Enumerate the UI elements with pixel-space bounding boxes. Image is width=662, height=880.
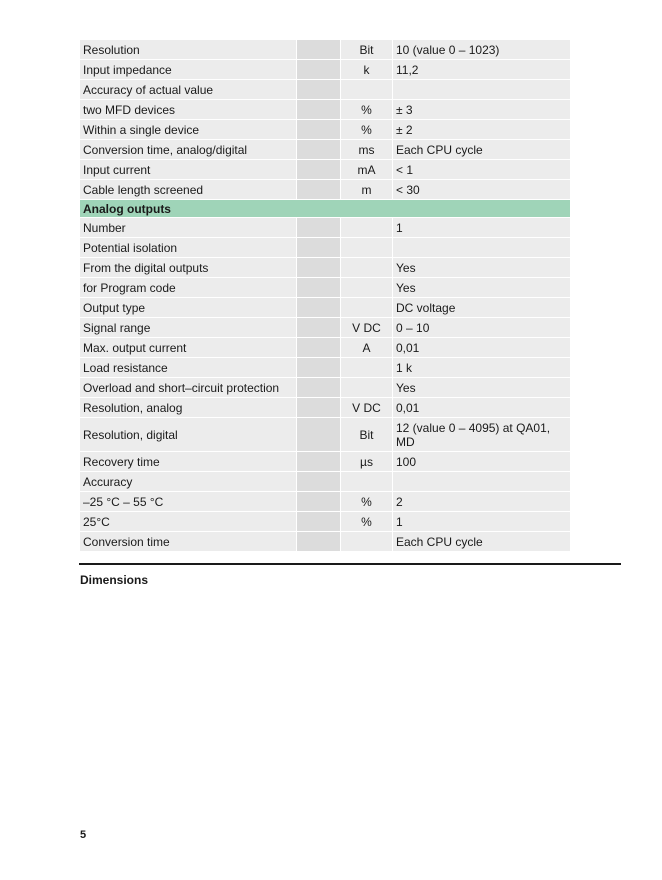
param-cell: Input current: [80, 160, 297, 180]
param-cell: Accuracy of actual value: [80, 80, 297, 100]
value-cell: [393, 238, 571, 258]
unit-cell: [341, 298, 393, 318]
param-cell: Resolution, digital: [80, 418, 297, 452]
table-row: [80, 398, 571, 418]
value-cell: 12 (value 0 – 4095) at QA01, MD: [393, 418, 571, 452]
unit-cell: [341, 378, 393, 398]
unit-cell: Bit: [341, 40, 393, 60]
value-cell: ± 2: [393, 120, 571, 140]
unit-cell: [341, 218, 393, 238]
value-cell: < 30: [393, 180, 571, 200]
page-number: 5: [80, 829, 87, 841]
value-cell: DC voltage: [393, 298, 571, 318]
unit-cell: [341, 238, 393, 258]
value-cell: Yes: [393, 378, 571, 398]
condition-cell: [297, 40, 341, 60]
condition-cell: [297, 60, 341, 80]
unit-cell: µs: [341, 452, 393, 472]
param-cell: Potential isolation: [80, 238, 297, 258]
param-cell: Max. output current: [80, 338, 297, 358]
unit-cell: [341, 358, 393, 378]
param-cell: Input impedance: [80, 60, 297, 80]
unit-cell: Bit: [341, 418, 393, 452]
param-cell: Overload and short–circuit protection: [80, 378, 297, 398]
unit-cell: [341, 80, 393, 100]
table-row: [80, 418, 571, 452]
condition-cell: [297, 278, 341, 298]
param-cell: Resolution, analog: [80, 398, 297, 418]
value-cell: 2: [393, 492, 571, 512]
unit-cell: [341, 532, 393, 552]
horizontal-rule: [79, 563, 621, 565]
table-row: [80, 80, 571, 100]
table-row: [80, 160, 571, 180]
table-row: [80, 218, 571, 238]
table-row: [80, 338, 571, 358]
condition-cell: [297, 218, 341, 238]
condition-cell: [297, 378, 341, 398]
value-cell: 1 k: [393, 358, 571, 378]
param-cell: From the digital outputs: [80, 258, 297, 278]
unit-cell: m: [341, 180, 393, 200]
condition-cell: [297, 120, 341, 140]
section-title: Analog outputs: [80, 200, 571, 218]
value-cell: 10 (value 0 – 1023): [393, 40, 571, 60]
condition-cell: [297, 258, 341, 278]
value-cell: [393, 472, 571, 492]
table-row: [80, 318, 571, 338]
value-cell: 0 – 10: [393, 318, 571, 338]
dimensions-heading: Dimensions: [80, 573, 149, 587]
param-cell: Output type: [80, 298, 297, 318]
table-row: [80, 180, 571, 200]
table-row: [80, 358, 571, 378]
spec-table-body: [80, 40, 571, 552]
value-cell: Each CPU cycle: [393, 140, 571, 160]
table-row: [80, 512, 571, 532]
condition-cell: [297, 452, 341, 472]
condition-cell: [297, 338, 341, 358]
unit-cell: [341, 278, 393, 298]
condition-cell: [297, 492, 341, 512]
value-cell: [393, 80, 571, 100]
unit-cell: [341, 472, 393, 492]
param-cell: Cable length screened: [80, 180, 297, 200]
unit-cell: ms: [341, 140, 393, 160]
condition-cell: [297, 532, 341, 552]
condition-cell: [297, 160, 341, 180]
value-cell: < 1: [393, 160, 571, 180]
table-row: [80, 532, 571, 552]
table-row: [80, 120, 571, 140]
value-cell: Each CPU cycle: [393, 532, 571, 552]
param-cell: Signal range: [80, 318, 297, 338]
table-row: [80, 60, 571, 80]
condition-cell: [297, 318, 341, 338]
unit-cell: %: [341, 492, 393, 512]
condition-cell: [297, 512, 341, 532]
table-row: [80, 492, 571, 512]
value-cell: 100: [393, 452, 571, 472]
condition-cell: [297, 180, 341, 200]
table-row: [80, 378, 571, 398]
table-row: [80, 258, 571, 278]
param-cell: Within a single device: [80, 120, 297, 140]
condition-cell: [297, 298, 341, 318]
param-cell: Recovery time: [80, 452, 297, 472]
table-row: [80, 238, 571, 258]
param-cell: Conversion time, analog/digital: [80, 140, 297, 160]
table-row: [80, 278, 571, 298]
condition-cell: [297, 238, 341, 258]
table-row: [80, 472, 571, 492]
condition-cell: [297, 100, 341, 120]
condition-cell: [297, 472, 341, 492]
condition-cell: [297, 80, 341, 100]
param-cell: two MFD devices: [80, 100, 297, 120]
condition-cell: [297, 418, 341, 452]
table-row: [80, 298, 571, 318]
param-cell: Conversion time: [80, 532, 297, 552]
unit-cell: [341, 258, 393, 278]
condition-cell: [297, 140, 341, 160]
condition-cell: [297, 398, 341, 418]
table-row: [80, 40, 571, 60]
condition-cell: [297, 358, 341, 378]
unit-cell: V DC: [341, 318, 393, 338]
value-cell: 0,01: [393, 398, 571, 418]
unit-cell: k: [341, 60, 393, 80]
param-cell: for Program code: [80, 278, 297, 298]
param-cell: Number: [80, 218, 297, 238]
table-row: [80, 100, 571, 120]
unit-cell: %: [341, 512, 393, 532]
value-cell: Yes: [393, 278, 571, 298]
unit-cell: mA: [341, 160, 393, 180]
unit-cell: V DC: [341, 398, 393, 418]
unit-cell: %: [341, 120, 393, 140]
value-cell: 1: [393, 218, 571, 238]
param-cell: 25°C: [80, 512, 297, 532]
param-cell: Resolution: [80, 40, 297, 60]
value-cell: 11,2: [393, 60, 571, 80]
section-header-row: [80, 200, 571, 218]
param-cell: Load resistance: [80, 358, 297, 378]
value-cell: ± 3: [393, 100, 571, 120]
table-row: [80, 452, 571, 472]
unit-cell: %: [341, 100, 393, 120]
value-cell: Yes: [393, 258, 571, 278]
table-row: [80, 140, 571, 160]
value-cell: 0,01: [393, 338, 571, 358]
value-cell: 1: [393, 512, 571, 532]
spec-table: [79, 39, 571, 552]
unit-cell: A: [341, 338, 393, 358]
param-cell: Accuracy: [80, 472, 297, 492]
param-cell: –25 °C – 55 °C: [80, 492, 297, 512]
